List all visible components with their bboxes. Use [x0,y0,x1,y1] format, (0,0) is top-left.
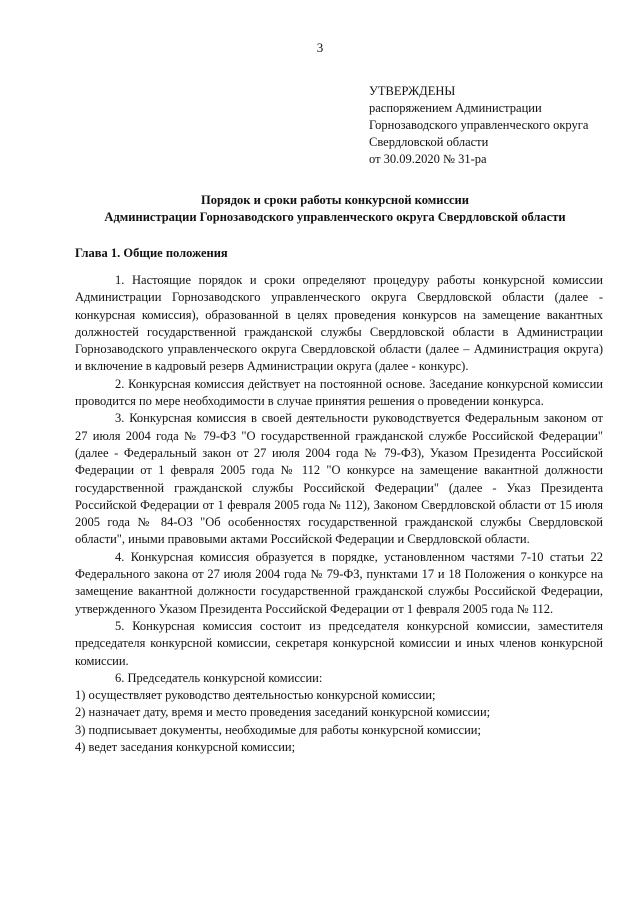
paragraph-1: 1. Настоящие порядок и сроки определяют процедуру работы конкурсной комиссии Администрации Горнозаводского управленческого округа Свердловской области (далее - конкурсная комиссия), образованной в целях проведения конкурсов на замещение вакантных должностей государственной гражданской службы Свердловской области в Администрации Горнозаводского управленческого округа Свердловской области (далее – Администрация округа) и включение в кадровый резерв Администрации округа (далее - конкурс). [75,273,603,374]
list-item: 2) назначает дату, время и место проведения заседаний конкурсной комиссии; [75,705,491,720]
approval-block [369,83,629,168]
list-item: 3) подписывает документы, необходимые для работы конкурсной комиссии; [75,722,481,737]
document-title-line: Порядок и сроки работы конкурсной комиссии [201,193,469,207]
paragraph-2: 2. Конкурсная комиссия действует на постоянной основе. Заседание конкурсной комиссии проводится по мере необходимости в случае принятия решения о проведении конкурса. [75,376,603,409]
paragraph-3: 3. Конкурсная комиссия в своей деятельности руководствуется Федеральным законом от 27 июля 2004 года № 79-ФЗ "О государственной гражданской службе Российской Федерации" (далее - Федеральный закон от 27 июля 2004 года № 79-ФЗ), Указом Президента Российской Федерации от 1 февраля 2005 года № 112 "О конкурсе на замещение вакантной должности государственной гражданской службы Российской Федерации" (далее - Указ Президента Российской Федерации от 1 февраля 2005 года № 112), Законом Свердловской области от 15 июля 2005 года № 84-ОЗ "Об особенностях государственной гражданской службы Свердловской области", иными правовыми актами Российской Федерации и Свердловской области. [75,411,603,547]
document-body [75,272,603,756]
approval-line: Свердловской области [369,135,489,149]
paragraph-4: 4. Конкурсная комиссия образуется в порядке, установленном частями 7-10 статьи 22 Федерального закона от 27 июля 2004 года № 79-ФЗ, пунктами 17 и 18 Положения о конкурсе на замещение вакантной должности государственной гражданской службы Российской Федерации, утвержденного Указом Президента Российской Федерации от 1 февраля 2005 года № 112. [75,549,603,616]
approval-heading: УТВЕРЖДЕНЫ [369,84,456,98]
document-title [40,192,630,226]
document-title-line: Администрации Горнозаводского управленческого округа Свердловской области [104,210,566,224]
approval-date-number: от 30.09.2020 № 31-ра [369,152,487,166]
approval-line: распоряжением Администрации [369,101,542,115]
chapter-heading: Глава 1. Общие положения [75,246,228,260]
list-item: 1) осуществляет руководство деятельностью конкурсной комиссии; [75,688,436,703]
page-number: 3 [316,40,324,55]
paragraph-5: 5. Конкурсная комиссия состоит из председателя конкурсной комиссии, заместителя председателя конкурсной комиссии, секретаря конкурсной комиссии и иных членов конкурсной комиссии. [75,618,603,668]
approval-line: Горнозаводского управленческого округа [369,118,589,132]
paragraph-6: 6. Председатель конкурсной комиссии: [115,670,323,685]
list-item: 4) ведет заседания конкурсной комиссии; [75,740,296,755]
